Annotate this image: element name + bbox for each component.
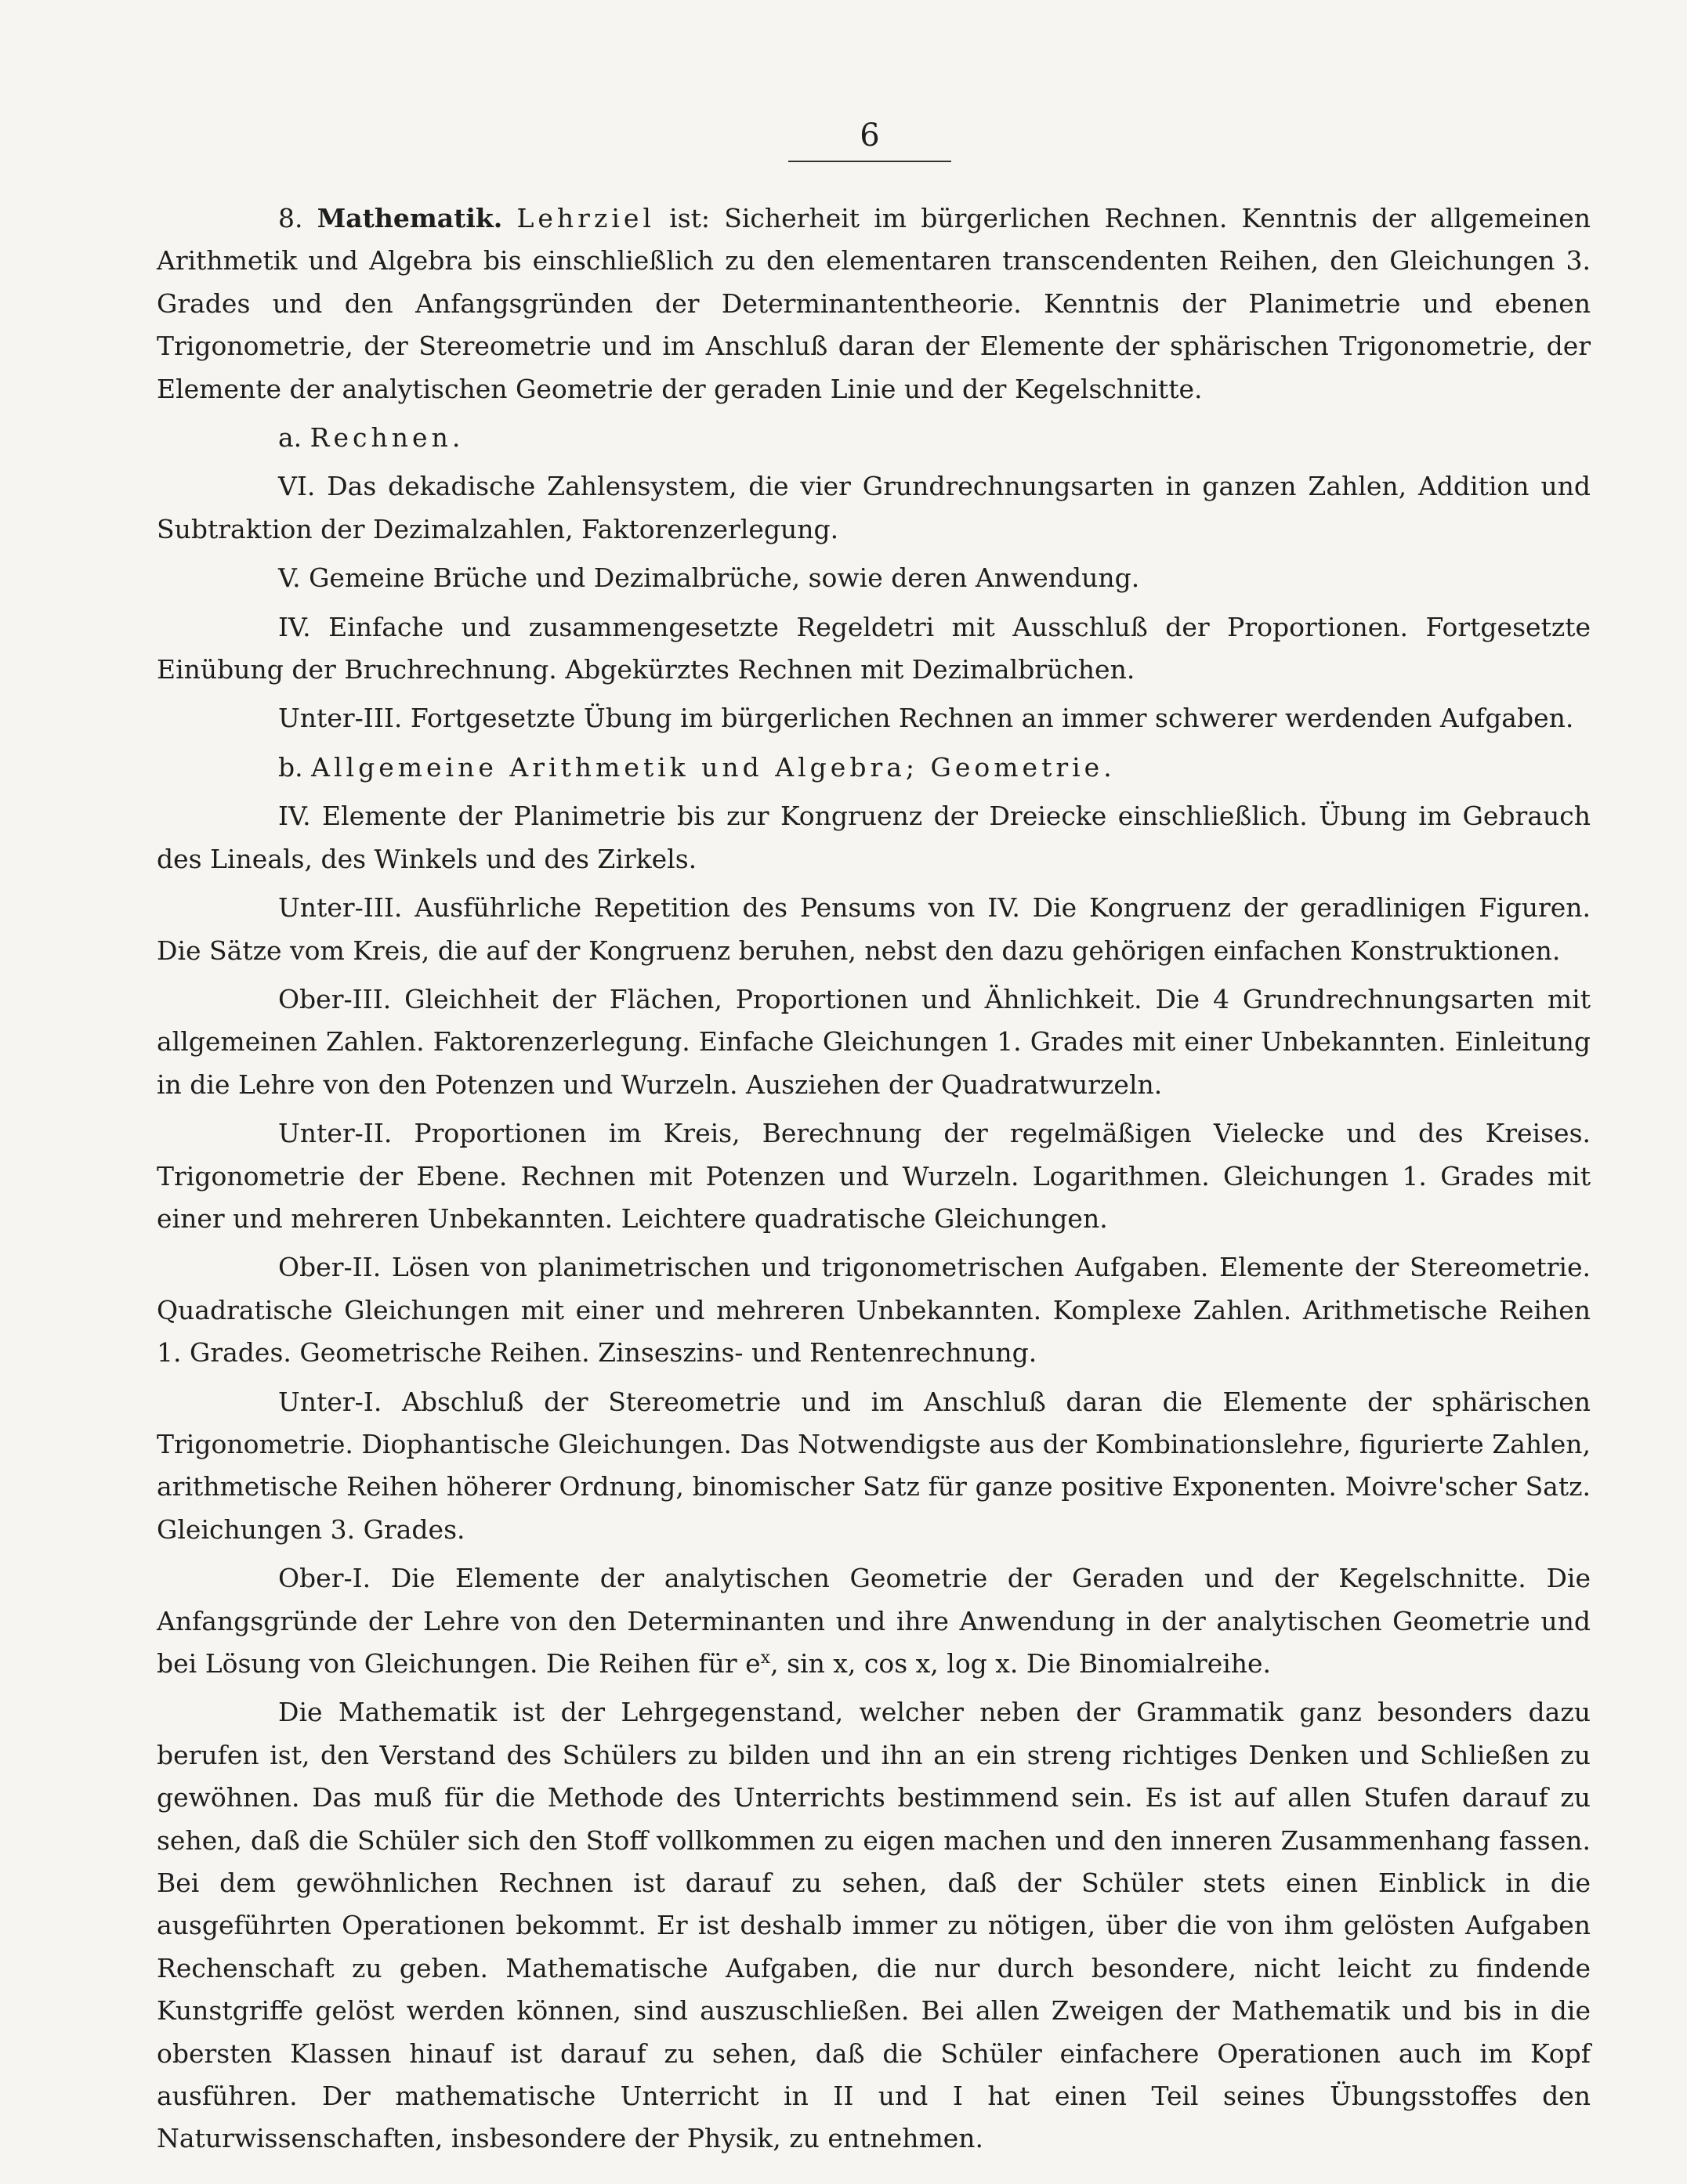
intro-text: ist: Sicherheit im bürgerlichen Rechnen. Kenntnis der allgemeinen Arithmetik und Algebra bis einschließlich zu den elementaren transcendenten Reihen, den Gleichungen 3. Grades und den Anfangsgründen der Determinantentheorie. Kenntnis der Planimetrie und ebenen Trigonometrie, der Stereometrie und im Anschluß daran der Elemente der sphärischen Trigonometrie, der Elemente der analytischen Geometrie der geraden Linie und der Kegelschnitte. [157,203,1591,404]
grade-label: Unter-III. [278,892,403,924]
grade-label: Ober-I. [278,1563,371,1594]
grade-text: Das dekadische Zahlensystem, die vier Grundrechnungsarten in ganzen Zahlen, Addition und Subtraktion der Dezimalzahlen, Faktorenzerlegung. [157,471,1591,544]
exponent: x [760,1648,771,1668]
grade-label: Unter-I. [278,1386,382,1417]
grade-paragraph [157,795,1591,880]
grade-label: IV. [278,611,311,642]
grade-text: Lösen von planimetrischen und trigonometrischen Aufgaben. Elemente der Stereometrie. Quadratische Gleichungen mit einer und mehreren Unbekannten. Komplexe Zahlen. Arithmetische Reihen 1. Grades. Geometrische Reihen. Zinseszins- und Rentenrechnung. [157,1252,1591,1369]
grade-text: Einfache und zusammengesetzte Regeldetri mit Ausschluß der Proportionen. Fortgesetzte Einübung der Bruchrechnung. Abgekürztes Rechnen mit Dezimalbrüchen. [157,611,1591,685]
document-body [157,197,1591,2160]
grade-text: Proportionen im Kreis, Berechnung der regelmäßigen Vielecke und des Kreises. Trigonometrie der Ebene. Rechnen mit Potenzen und Wurzeln. Logarithmen. Gleichungen 1. Grades mit einer und mehreren Unbekannten. Leichtere quadratische Gleichungen. [157,1118,1591,1234]
grade-paragraph [157,1246,1591,1374]
intro-paragraph [157,197,1591,410]
grade-text: Abschluß der Stereometrie und im Anschluß daran die Elemente der sphärischen Trigonometrie. Diophantische Gleichungen. Das Notwendigste aus der Kombinationslehre, figurierte Zahlen, arithmetische Reihen höherer Ordnung, binomischer Satz für ganze positive Exponenten. Moivre'scher Satz. Gleichungen 3. Grades. [157,1386,1591,1545]
grade-text: Gemeine Brüche und Dezimalbrüche, sowie deren Anwendung. [309,562,1140,594]
grade-text: Gleichheit der Flächen, Proportionen und Ähnlichkeit. Die 4 Grundrechnungsarten mit allgemeinen Zahlen. Faktorenzerlegung. Einfache Gleichungen 1. Grades mit einer Unbekannten. Einleitung in die Lehre von den Potenzen und Wurzeln. Ausziehen der Quadratwurzeln. [157,983,1591,1100]
section-b-heading: b. Allgemeine Arithmetik und Algebra; Geometrie. [278,751,1116,783]
grade-paragraph [157,465,1591,551]
grade-paragraph [157,978,1591,1106]
closing-paragraph: Die Mathematik ist der Lehrgegenstand, welcher neben der Grammatik ganz besonders dazu berufen ist, den Verstand des Schülers zu bilden und ihn an ein streng richtiges Denken und Schließen zu gewöhnen. Das muß für die Methode des Unterrichts bestimmend sein. Es ist auf allen Stufen darauf zu sehen, daß die Schüler sich den Stoff vollkommen zu eigen machen und den inneren Zusammenhang fassen. Bei dem gewöhnlichen Rechnen ist darauf zu sehen, daß der Schüler stets einen Einblick in die ausgeführten Operationen bekommt. Er ist deshalb immer zu nötigen, über die von ihm gelösten Aufgaben Rechenschaft zu geben. Mathematische Aufgaben, die nur durch besondere, nicht leicht zu findende Kunstgriffe gelöst werden können, sind auszuschließen. Bei allen Zweigen der Mathematik und bis in die obersten Klassen hinauf ist darauf zu sehen, daß die Schüler einfachere Operationen auch im Kopf ausführen. Der mathematische Unterricht in II und I hat einen Teil seines Übungsstoffes den Naturwissenschaften, insbesondere der Physik, zu entnehmen. [157,1697,1591,2154]
grade-label: Unter-III. [278,703,403,734]
grade-label: IV. [278,801,311,832]
page-number: 6 [860,118,880,154]
grade-label: V. [278,562,301,594]
grade-paragraph [157,887,1591,972]
lehrziel-label: Lehrziel [516,203,655,233]
grade-paragraph-ober-i: Ober-I. Die Elemente der analytischen Geometrie der Geraden und der Kegelschnitte. Die Anfangsgründe der Lehre von den Determinanten und ihre Anwendung in der analytischen Geometrie und bei Lösung von Gleichungen. Die Reihen für $e^x$, sin x, cos x, log x. Die Binomialreihe. [157,1563,1591,1679]
subject-heading: Mathematik. [317,203,503,233]
section-number: 8. [278,203,303,233]
grade-label: Ober-II. [278,1252,382,1283]
page-number-rule [788,161,951,162]
grade-paragraph [157,606,1591,692]
grade-text: Elemente der Planimetrie bis zur Kongruenz der Dreiecke einschließlich. Übung im Gebrauch des Lineals, des Winkels und des Zirkels. [157,801,1591,874]
grade-paragraph [157,557,1591,599]
grade-label: Ober-III. [278,983,392,1014]
grade-text: Fortgesetzte Übung im bürgerlichen Rechnen an immer schwerer werdenden Aufgaben. [410,703,1574,734]
grade-text: Ausführliche Repetition des Pensums von IV. Die Kongruenz der geradlinigen Figuren. Die Sätze vom Kreis, die auf der Kongruenz beruhen, nebst den dazu gehörigen einfachen Konstruktionen. [157,892,1591,966]
grade-paragraph [157,697,1591,739]
grade-label: VI. [278,471,316,502]
section-a-heading: a. Rechnen. [278,422,465,454]
grade-paragraph [157,1381,1591,1552]
grade-paragraph [157,1112,1591,1240]
grade-label: Unter-II. [278,1118,393,1149]
